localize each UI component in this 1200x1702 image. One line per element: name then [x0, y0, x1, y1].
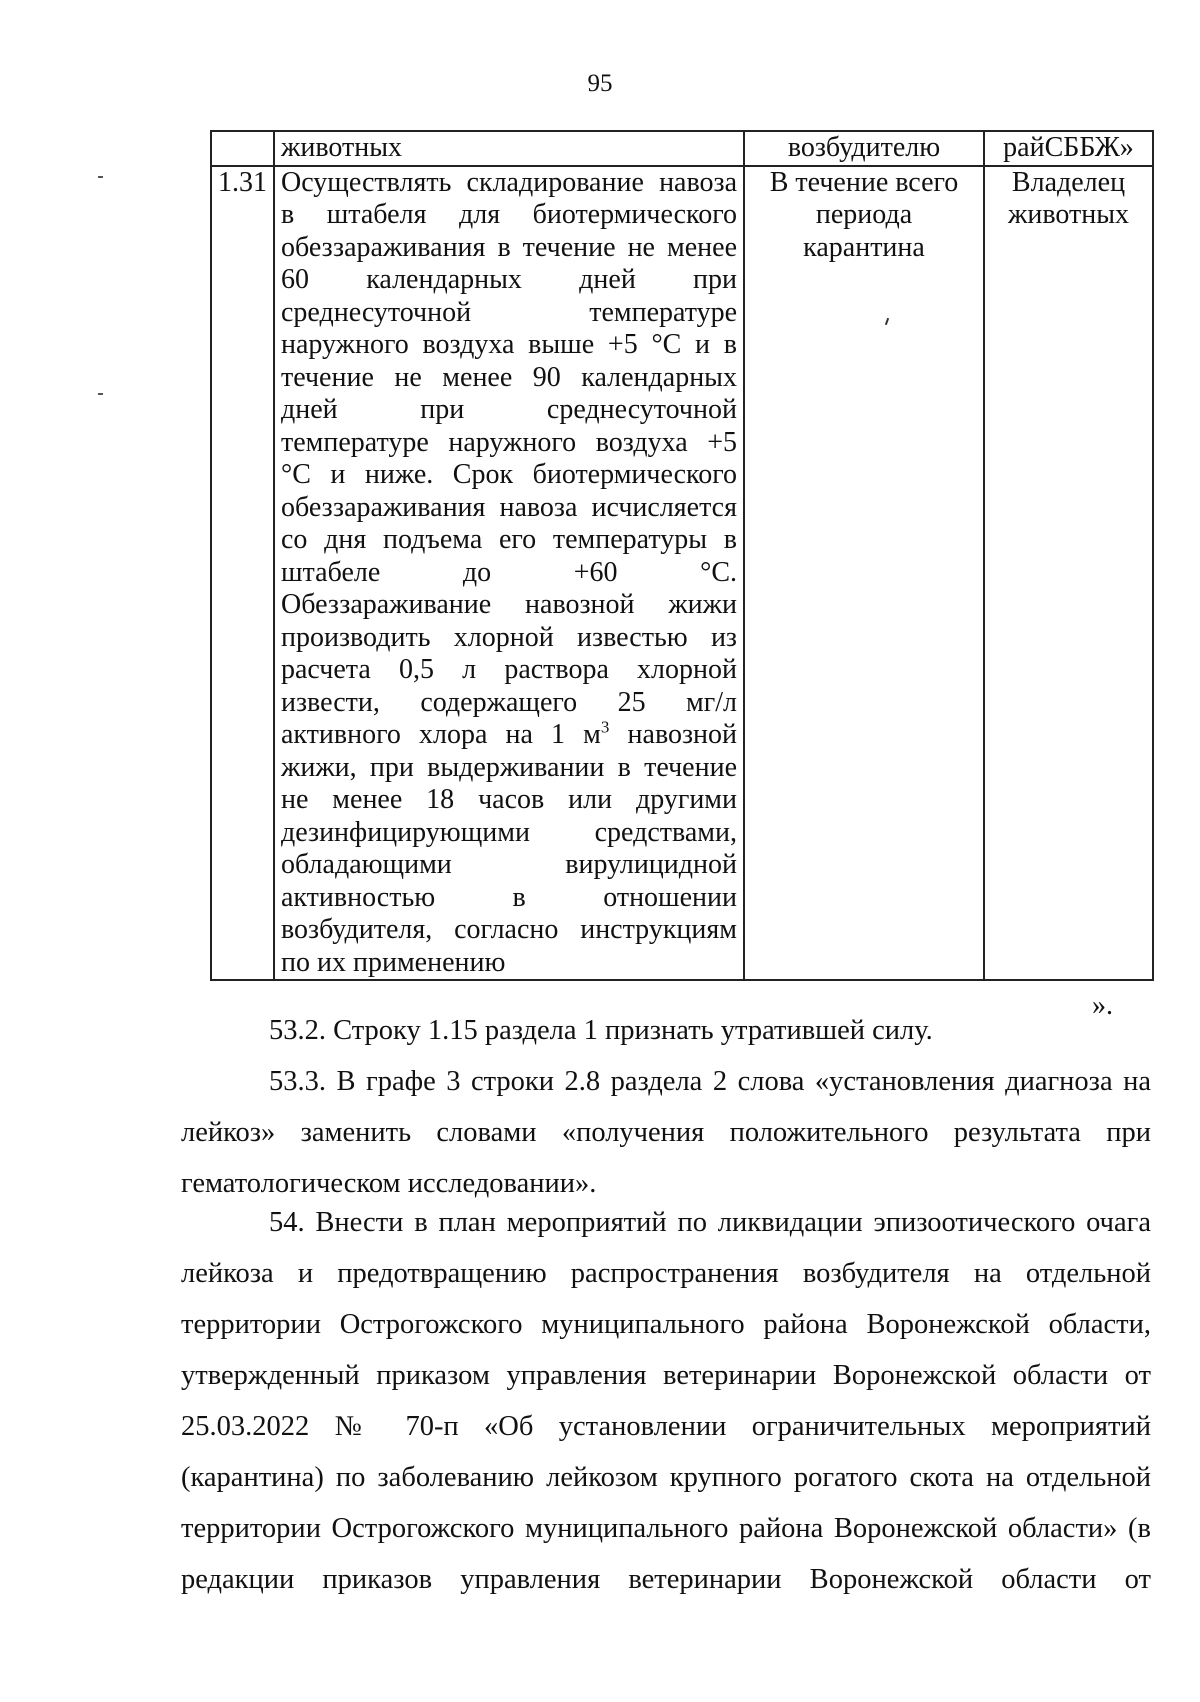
action-line: извести, содержащего 25 мг/л: [281, 686, 737, 718]
action-line: не менее 18 часов или другими: [281, 784, 737, 815]
action-line: жижи, при выдерживании в течение: [281, 751, 737, 783]
action-line: 60 календарных дней при: [281, 264, 737, 295]
responsible-line: животных: [1007, 199, 1130, 230]
action-line: со дня подъема его температуры в: [281, 524, 737, 555]
paragraph-line: 53.3. В графе 3 строки 2.8 раздела 2 слова «установления диагноза на: [269, 1066, 1151, 1097]
action-line: температуре наружного воздуха +5: [281, 426, 737, 458]
cell-term: возбудителю: [744, 131, 984, 166]
margin-mark-top: [98, 176, 103, 178]
cell-responsible: [984, 166, 1153, 981]
measures-table: [210, 130, 1154, 981]
term-line: В течение всего: [769, 166, 959, 198]
paragraph-line: 53.2. Строку 1.15 раздела 1 признать утратившей силу.: [269, 1015, 933, 1046]
table-row-1-31: [211, 166, 1153, 981]
paragraph-54: [181, 1197, 1151, 1605]
term-line: периода: [815, 199, 913, 230]
cell-term: [744, 166, 984, 981]
action-line: в штабеля для биотермического: [281, 199, 737, 230]
action-line-with-superscript: [281, 719, 737, 752]
action-line: активностью в отношении: [281, 881, 737, 913]
paragraph-line: лейкоз» заменить словами «получения положительного результата при: [181, 1117, 1151, 1148]
table-row-continuation: [211, 131, 1153, 166]
responsible-line: Владелец: [1011, 166, 1126, 198]
closing-quote: ».: [1092, 990, 1113, 1021]
action-line: возбудителя, согласно инструкциям: [281, 914, 737, 945]
margin-mark-bottom: [98, 393, 103, 395]
action-line: обладающими вирулицидной: [281, 849, 737, 880]
action-line: штабеле до +60 °С.: [281, 556, 737, 588]
paragraph-line: редакции приказов управления ветеринарии Воронежской области от: [181, 1564, 1151, 1595]
action-line: дезинфицирующими средствами,: [281, 816, 737, 848]
action-line: расчета 0,5 л раствора хлорной: [281, 654, 737, 685]
action-text: навозной: [609, 719, 737, 750]
cell-number: [211, 131, 274, 166]
paragraph-line: утвержденный приказом управления ветеринарии Воронежской области от: [181, 1360, 1151, 1391]
action-line: по их применению: [281, 946, 506, 978]
paragraph-line: 54. Внести в план мероприятий по ликвидации эпизоотического очага: [269, 1207, 1151, 1238]
action-line: среднесуточной температуре: [281, 296, 737, 328]
cell-action: животных: [274, 131, 744, 166]
paragraph-53-3: [181, 1056, 1151, 1209]
action-line: °С и ниже. Срок биотермического: [281, 459, 737, 490]
action-line: течение не менее 90 календарных: [281, 361, 737, 393]
paragraph-53-2: [181, 1005, 1151, 1056]
page-number: 95: [587, 70, 613, 97]
cell-responsible: райСББЖ»: [984, 131, 1153, 166]
term-line: карантина: [803, 231, 925, 263]
action-text: активного хлора на 1 м: [281, 719, 601, 750]
paragraph-line: лейкоза и предотвращению распространения возбудителя на отдельной: [181, 1258, 1151, 1289]
action-line: дней при среднесуточной: [281, 394, 737, 425]
action-line: обеззараживания в течение не менее: [281, 231, 737, 263]
action-line: наружного воздуха выше +5 °С и в: [281, 329, 737, 360]
action-line: обеззараживания навоза исчисляется: [281, 491, 737, 523]
paragraph-line: территории Острогожского муниципального района Воронежской области» (в: [181, 1513, 1151, 1544]
paragraph-line: (карантина) по заболеванию лейкозом крупного рогатого скота на отдельной: [181, 1462, 1151, 1493]
action-line: Осуществлять складирование навоза: [281, 166, 737, 198]
paragraph-line: гематологическом исследовании».: [181, 1168, 597, 1199]
paragraph-line: территории Острогожского муниципального района Воронежской области,: [181, 1309, 1151, 1340]
action-line: производить хлорной известью из: [281, 621, 737, 653]
action-line: Обеззараживание навозной жижи: [281, 589, 737, 620]
cell-action: [274, 166, 744, 981]
cell-number: 1.31: [211, 166, 274, 981]
superscript: 3: [600, 717, 610, 737]
paragraph-line: 25.03.2022 № 70-п «Об установлении ограничительных мероприятий: [181, 1411, 1151, 1442]
